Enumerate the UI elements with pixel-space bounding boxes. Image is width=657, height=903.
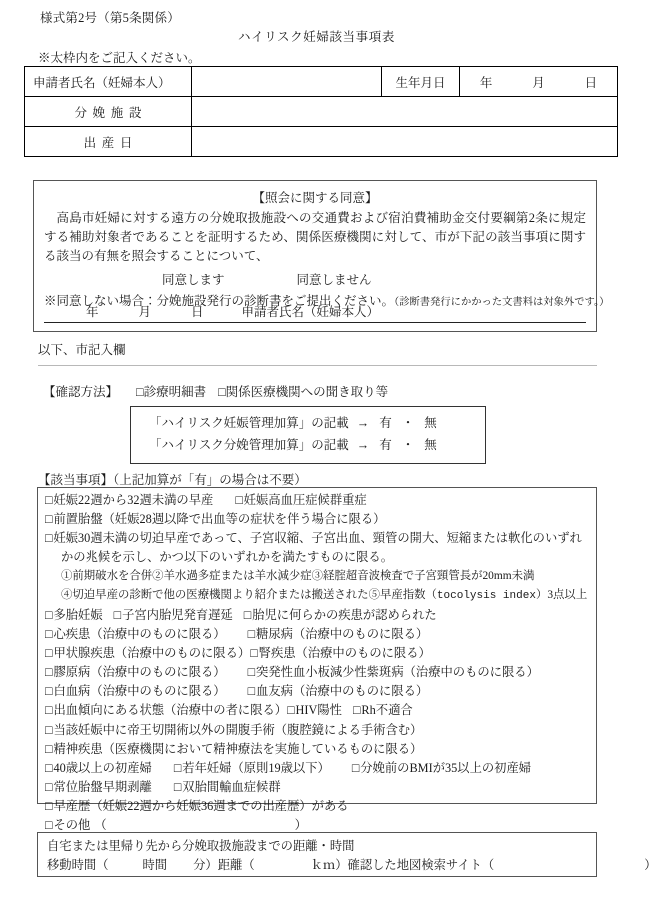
kasan-delivery-yes[interactable]: 有 (379, 437, 392, 452)
consent-signature-row[interactable] (44, 302, 586, 323)
kasan-delivery-text: 「ハイリスク分娩管理加算」の記載 (149, 437, 349, 452)
other-paren-open: （ (94, 818, 107, 833)
checkbox-icon-heart-disease[interactable]: □ (45, 627, 53, 642)
sub-item-tocolysis-post: ）3点以上 (535, 589, 588, 602)
distance-time-section (37, 832, 657, 877)
checklist-label-hemophilia: 血友病（治療中のものに限る） (256, 684, 429, 699)
dob-year-unit: 年 (479, 75, 493, 90)
checklist-label-age-40-plus: 40歳以上の初産婦 (53, 760, 152, 775)
checklist-row-6 (45, 644, 590, 663)
sub-item-tocolysis-index: tocolysis index (436, 590, 536, 603)
checklist-row-12 (45, 759, 590, 778)
birthdate-label-text: 出産日 (83, 135, 138, 150)
kasan-pregnancy-no[interactable]: 無 (424, 416, 437, 430)
checklist-label-bmi-35-plus: 分娩前のBMIが35以上の初産婦 (360, 760, 532, 775)
checklist-row-3-sub1 (45, 567, 590, 586)
checkbox-icon-placenta-previa[interactable]: □ (45, 512, 53, 527)
arrow-icon: → (356, 437, 370, 452)
km-unit[interactable]: ｋｍ） (310, 858, 348, 873)
checkbox-icon-itp[interactable]: □ (247, 665, 256, 680)
checkbox-icon-bmi-35-plus[interactable]: □ (351, 760, 360, 775)
method-option-receipt[interactable]: □診療明細書 (136, 385, 207, 399)
kasan-pregnancy-yes[interactable]: 有 (379, 416, 392, 430)
checkbox-icon-collagen-disease[interactable]: □ (45, 665, 53, 680)
sub-item-tocolysis-pre: ⑤早産指数（ (368, 589, 437, 602)
checkbox-icon-other[interactable]: □ (45, 818, 53, 833)
checklist-label-rh-incompatibility: Rh不適合 (361, 703, 413, 718)
consent-choices (44, 270, 586, 288)
other-input-field[interactable]: ） (294, 818, 307, 833)
method-option-interview[interactable]: □関係医療機関への聞き取り等 (218, 385, 389, 399)
sub-item-referral: ④切迫早産の診断で他の医療機関より紹介または搬送された (61, 589, 369, 602)
checklist-label-young-pregnancy: 若年妊婦（原則19歳以下） (182, 760, 330, 775)
kasan-box (130, 406, 486, 464)
applicant-name-field[interactable] (192, 67, 382, 97)
checklist-row-3 (45, 529, 590, 548)
sign-year-unit: 年 (86, 305, 99, 319)
birthdate-field[interactable] (192, 127, 618, 157)
checkbox-icon-young-pregnancy[interactable]: □ (173, 760, 182, 775)
sub-item-rupture: ①前期破水を合併 (61, 570, 153, 583)
checklist-label-iugr: 子宮内胎児発育遅延 (122, 607, 233, 622)
facility-label (25, 97, 192, 127)
consent-body-text: 高島市妊婦に対する遠方の分娩取扱施設への交通費および宿泊費補助金交付要綱第2条に規定する補助対象者であることを証明するため、関係医療機関に対して、市が下記の該当事項に関する該当の有無を照会することについて、 (44, 211, 586, 263)
checklist-label-bleeding-tendency: 出血傾向にある状態（治療中の者に限る） (53, 703, 288, 718)
checklist-label-laparotomy: 当該妊娠中に帝王切開術以外の開腹手術（腹腔鏡による手術含む） (53, 722, 423, 737)
checklist-row-8 (45, 682, 590, 701)
checkbox-icon-hemophilia[interactable]: □ (247, 684, 256, 699)
checkbox-icon-preterm-history[interactable]: □ (45, 799, 53, 814)
applicable-items-heading: 【該当事項】（上記加算が「有」の場合は不要） (38, 473, 307, 487)
checklist-row-7 (45, 663, 590, 682)
checkbox-icon-hypertension-severe[interactable]: □ (235, 493, 243, 507)
checkbox-icon-thyroid-disease[interactable]: □ (45, 646, 53, 661)
consent-disagree-option[interactable]: 同意しません (296, 273, 372, 287)
checklist-row-9 (45, 701, 590, 720)
distance-entry-row (47, 856, 657, 875)
checklist-row-5 (45, 625, 590, 644)
checklist-row-1 (45, 491, 590, 510)
consent-note-main: ※同意しない場合：分娩施設発行の診断書をご提出ください。 (44, 294, 395, 308)
sub-item-amniotic: ②羊水過多症または羊水減少症 (152, 570, 312, 583)
checklist-row-4 (45, 606, 590, 625)
table-row-facility (25, 97, 618, 127)
checklist-row-3-continuation: かの兆候を示し、かつ以下のいずれかを満たすものに限る。 (61, 550, 394, 565)
map-site-input[interactable]: ） (644, 858, 657, 873)
applicable-items-checklist (37, 487, 597, 833)
fill-instruction-note: ※太枠内をご記入ください。 (38, 51, 201, 65)
sign-month-unit: 月 (138, 305, 152, 319)
checklist-row-3-sub2 (45, 586, 590, 606)
checkbox-icon-multiple-pregnancy[interactable]: □ (45, 607, 53, 622)
kasan-pregnancy-separator: ・ (401, 416, 415, 430)
page-title: ハイリスク妊婦該当事項表 (238, 30, 395, 44)
checkbox-icon-laparotomy[interactable]: □ (45, 722, 53, 737)
section-divider (38, 365, 597, 366)
hour-unit[interactable]: 時間 (142, 858, 168, 873)
checkbox-icon-mental-disorder[interactable]: □ (45, 741, 53, 756)
applicant-name-label: 申請者氏名（妊婦本人） (25, 67, 192, 97)
distance-label: 距離（ (217, 858, 255, 873)
travel-time-label: 移動時間（ (47, 858, 109, 873)
checklist-label-preterm-history: 早産歴（妊娠22週から妊娠36週までの出産歴）がある (53, 799, 349, 814)
checkbox-icon-preterm-22-32[interactable]: □ (45, 493, 53, 507)
consent-note-small: （診断書発行にかかった文書料は対象外です。） (394, 297, 610, 308)
kasan-row-pregnancy (149, 413, 485, 435)
checklist-label-hypertension-severe: 妊娠高血圧症候群重症 (243, 493, 367, 507)
checklist-row-13 (45, 778, 590, 797)
checklist-label-ttts: 双胎間輸血症候群 (182, 779, 281, 794)
checklist-row-2 (45, 510, 590, 529)
consent-section (33, 180, 610, 332)
sub-item-cervical-length: ③経腟超音波検査で子宮頸管長が20mm未満 (311, 570, 535, 583)
checkbox-icon-leukemia[interactable]: □ (45, 684, 53, 699)
form-number: 様式第2号（第5条関係） (40, 11, 180, 25)
checkbox-icon-iugr[interactable]: □ (113, 607, 122, 622)
table-row-birthdate (25, 127, 618, 157)
arrow-icon: → (356, 416, 370, 430)
distance-heading: 自宅または里帰り先から分娩取扱施設までの距離・時間 (47, 839, 355, 853)
map-site-label: 確認した地図検索サイト（ (347, 858, 495, 873)
checklist-label-collagen-disease: 膠原病（治療中のものに限る） (53, 665, 226, 680)
dob-field[interactable] (460, 67, 618, 97)
confirmation-method-label: 【確認方法】 (43, 385, 119, 399)
checkbox-icon-hiv-positive[interactable]: □ (287, 703, 295, 718)
checklist-label-kidney-disease: 腎疾患（治療中のものに限る） (258, 646, 431, 661)
checklist-label-threatened-preterm: 妊娠30週未満の切迫早産であって、子宮収縮、子宮出血、頸管の開大、短縮または軟化のいずれ (53, 531, 582, 546)
dob-month-unit: 月 (532, 75, 545, 90)
checklist-label-fetal-disease: 胎児に何らかの疾患が認められた (252, 607, 437, 622)
kasan-pregnancy-text: 「ハイリスク妊娠管理加算」の記載 (149, 416, 349, 430)
facility-label-text: 分娩施設 (74, 105, 148, 120)
city-entry-note: 以下、市記入欄 (38, 343, 126, 357)
checklist-row-10 (45, 721, 590, 740)
checklist-row-14 (45, 797, 590, 816)
checklist-label-heart-disease: 心疾患（治療中のものに限る） (53, 627, 226, 642)
kasan-delivery-separator: ・ (401, 437, 415, 452)
kasan-row-delivery (149, 435, 485, 457)
checklist-label-leukemia: 白血病（治療中のものに限る） (53, 684, 226, 699)
checklist-label-other: その他 (53, 818, 91, 833)
dob-label: 生年月日 (382, 67, 460, 97)
checklist-label-placental-abruption: 常位胎盤早期剥離 (53, 779, 152, 794)
sign-day-unit: 日 (191, 305, 204, 319)
checklist-label-diabetes: 糖尿病（治療中のものに限る） (256, 627, 429, 642)
applicant-table (24, 66, 618, 157)
checklist-row-11 (45, 740, 590, 759)
dob-day-unit: 日 (584, 75, 598, 90)
checkbox-icon-fetal-disease[interactable]: □ (243, 607, 252, 622)
checkbox-icon-ttts[interactable]: □ (173, 779, 182, 794)
confirmation-method-row (43, 382, 388, 400)
checklist-label-multiple-pregnancy: 多胎妊娠 (53, 607, 103, 622)
checkbox-icon-placental-abruption[interactable]: □ (45, 779, 53, 794)
checklist-label-itp: 突発性血小板減少性紫斑病（治療中のものに限る） (256, 665, 539, 680)
birthdate-label (25, 127, 192, 157)
checklist-label-preterm-22-32: 妊娠22週から32週未満の早産 (53, 493, 214, 507)
kasan-delivery-no[interactable]: 無 (424, 437, 437, 452)
checkbox-icon-diabetes[interactable]: □ (247, 627, 256, 642)
minute-unit[interactable]: 分） (193, 858, 218, 873)
checklist-label-thyroid-disease: 甲状腺疾患（治療中のものに限る） (53, 646, 251, 661)
checkbox-icon-age-40-plus[interactable]: □ (45, 760, 53, 775)
table-row-applicant-name (25, 67, 618, 97)
checklist-label-hiv-positive: HIV陽性 (295, 703, 342, 718)
checkbox-icon-threatened-preterm[interactable]: □ (45, 531, 53, 546)
consent-title: 【照会に関する同意】 (252, 191, 378, 205)
checkbox-icon-kidney-disease[interactable]: □ (250, 646, 258, 661)
sign-name-label: 申請者氏名（妊婦本人） (241, 305, 380, 319)
checklist-label-placenta-previa: 前置胎盤（妊娠28週以降で出血等の症状を伴う場合に限る） (53, 512, 386, 527)
checklist-label-mental-disorder: 精神疾患（医療機関において精神療法を実施しているものに限る） (53, 741, 423, 756)
checkbox-icon-rh-incompatibility[interactable]: □ (352, 703, 361, 718)
checkbox-icon-bleeding-tendency[interactable]: □ (45, 703, 53, 718)
consent-agree-option[interactable]: 同意します (162, 273, 225, 287)
facility-field[interactable] (192, 97, 618, 127)
